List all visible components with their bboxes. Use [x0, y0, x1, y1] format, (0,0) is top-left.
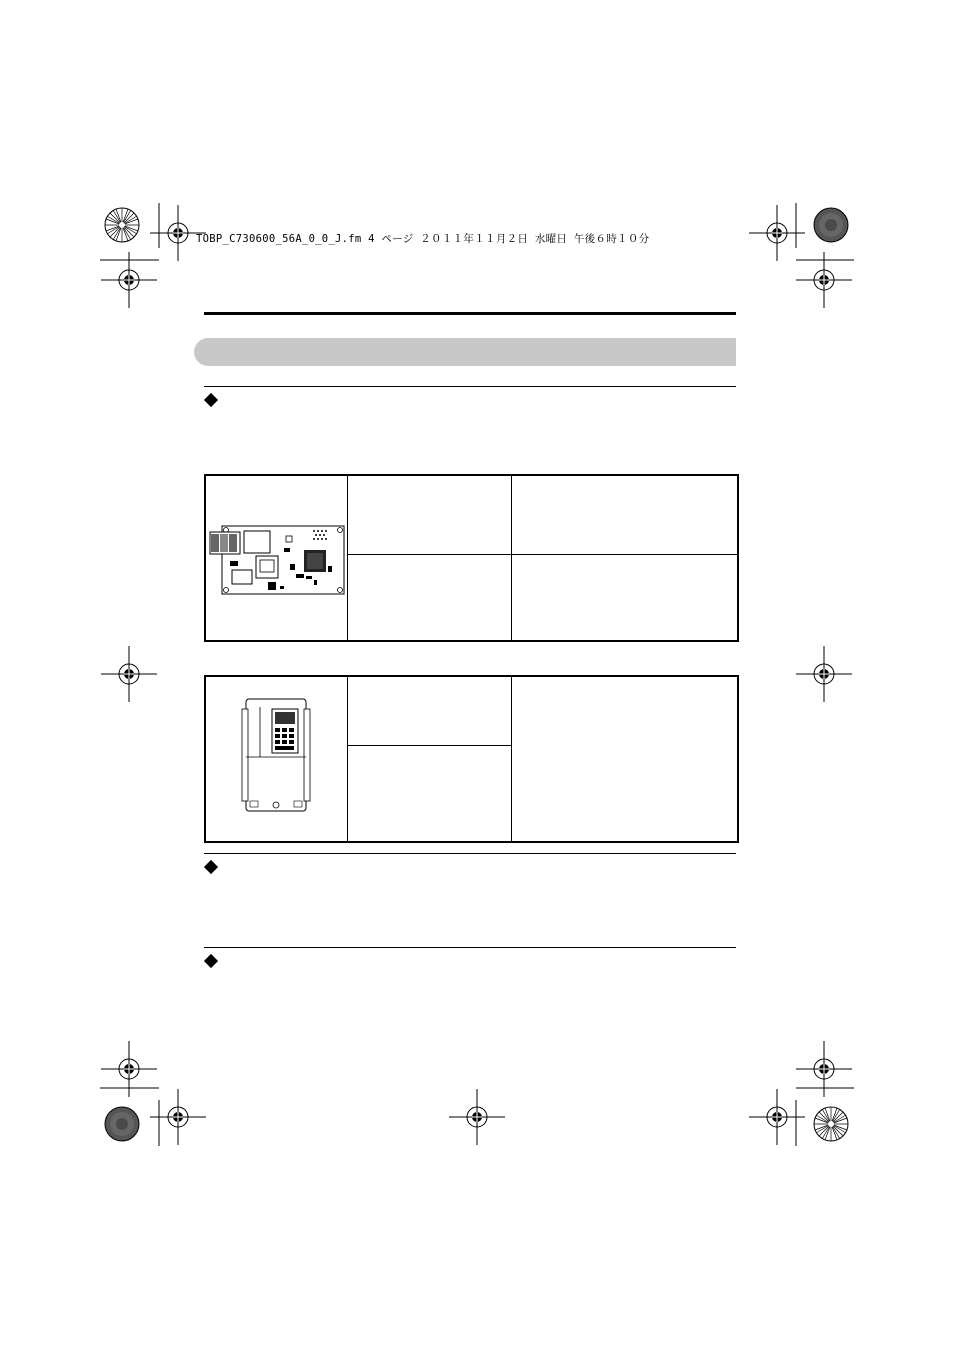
- option-board-image-cell: [205, 475, 347, 641]
- starburst-target-icon: [814, 1107, 848, 1141]
- gray-target-icon: [105, 1107, 139, 1141]
- section-divider: [204, 853, 736, 854]
- file-info-line: TOBP_C730600_56A_0_0_J.fm 4 ページ ２０１１年１１月２日 水曜日 午後６時１０分: [196, 233, 650, 245]
- registration-mark-icon: [749, 205, 805, 261]
- registration-mark-icon: [101, 646, 157, 702]
- section-divider: [204, 947, 736, 948]
- spec-table-option: [204, 474, 739, 642]
- table2-cell-r1c3: [511, 676, 738, 842]
- gray-target-icon: [814, 208, 848, 242]
- top-rule: [204, 312, 736, 315]
- table1-cell-r1c2: [347, 475, 511, 554]
- inverter-drive-icon: [206, 677, 346, 837]
- table1-cell-r1c3: [511, 475, 738, 554]
- section-heading-band: [194, 338, 736, 366]
- registration-mark-icon: [749, 1089, 805, 1145]
- table1-cell-r2c3: [511, 554, 738, 641]
- registration-mark-icon: [449, 1089, 505, 1145]
- starburst-target-icon: [105, 208, 139, 242]
- table2-cell-r2c2: [347, 745, 511, 842]
- registration-mark-icon: [150, 1089, 206, 1145]
- registration-mark-icon: [796, 1041, 852, 1097]
- registration-mark-icon: [796, 646, 852, 702]
- section-divider: [204, 386, 736, 387]
- option-board-pcb-icon: [206, 476, 346, 636]
- drive-image-cell: [205, 676, 347, 842]
- table1-cell-r2c2: [347, 554, 511, 641]
- spec-table-drive: [204, 675, 739, 843]
- table2-cell-r1c2: [347, 676, 511, 745]
- registration-mark-icon: [101, 1041, 157, 1097]
